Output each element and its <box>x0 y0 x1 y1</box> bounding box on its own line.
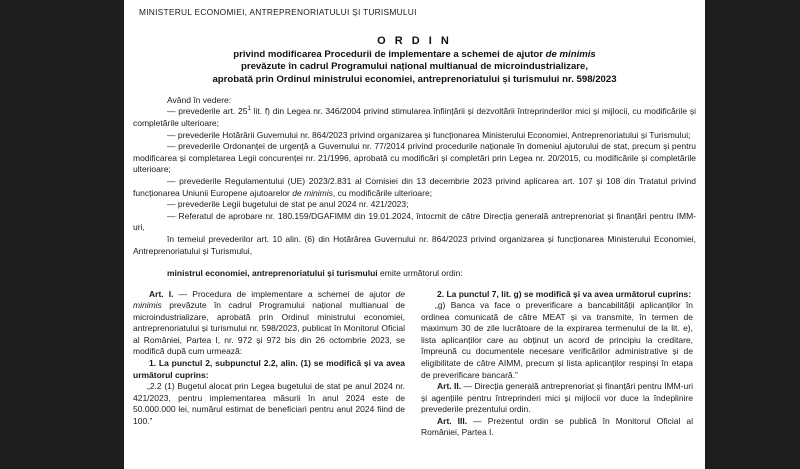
article-2-label: Art. II. <box>437 381 464 392</box>
preamble-intro: Având în vedere: <box>167 94 232 105</box>
point-2-quote: „g) Banca va face o preverificare a bancabilității aplicanților în ordinea comunicată de către MEAT și va transmite, în termen de maximum 30 de zile lucrătoare de la expirarea termenului de la lit. e), lista aplicanților care au obținut un acord de principiu la creditare, împreună cu documentele necesare verificărilor administrative și de eligibilitate de către AIMM, precum și lista aplicanților respinși în etapa de preverificare bancară.” <box>421 300 693 380</box>
article-2-text: — Direcția generală antreprenoriat și finanțări pentru IMM-uri și agențiile pentru întreprinderi mici și mijlocii vor duce la îndeplinire prevederile prezentului ordin. <box>421 381 693 415</box>
title-line-1-text: privind modificarea Procedurii de implementare a schemei de ajutor <box>233 49 546 61</box>
title-line-1 <box>133 49 696 61</box>
article-1-italic: de minimis <box>133 288 406 311</box>
footnote-superscript: 1 <box>247 106 251 113</box>
right-column <box>421 289 693 439</box>
page-content <box>124 0 705 439</box>
title-line-2: prevăzute în cadrul Programului național multianual de microindustrializare, <box>240 61 589 73</box>
article-3-text: — Prezentul ordin se publică în Monitorul Oficial al României, Partea I. <box>421 415 693 438</box>
point-1-heading <box>133 358 405 381</box>
article-1 <box>133 289 405 358</box>
preamble-item-4 <box>133 176 696 199</box>
enacting-clause-rest: emite următorul ordin: <box>377 268 463 279</box>
point-2-heading <box>421 289 693 301</box>
preamble-block <box>133 95 696 257</box>
ministry-header: MINISTERUL ECONOMIEI, ANTREPRENORIATULUI ȘI TURISMULUI <box>139 7 417 17</box>
article-3-label: Art. III. <box>437 415 474 426</box>
preamble-item-4-a: — prevederile Regulamentului (UE) 2023/2.831 al Comisiei din 13 decembrie 2023 privind aplicarea art. 107 și 108 din Tratatul privind funcționarea Uniunii Europene ajutoarelor <box>133 175 696 198</box>
preamble-item-1-b: lit. f) din Legea nr. 346/2004 privind stimularea înființării și dezvoltării întreprinderilor mici și mijlocii, cu modificările și completările ulterioare; <box>133 106 696 128</box>
preamble-item-6: — Referatul de aprobare nr. 180.159/DGAFIMM din 19.01.2024, întocmit de către Direcția generală antreprenoriat și finanțări pentru IMM-uri, <box>133 210 696 233</box>
preamble-item-3: — prevederile Ordonanței de urgență a Guvernului nr. 77/2014 privind procedurile naționale în domeniul ajutorului de stat, precum și pentru modificarea și completarea Legii concurenței nr. 21/1996, aprobată cu modificări și completări prin Legea nr. 20/2015, cu modificările și completările ulterioare; <box>133 141 696 175</box>
title-line-3: aprobată prin Ordinul ministrului economiei, antreprenoriatului și turismului nr. 598/2023 <box>212 73 617 85</box>
two-column-body <box>133 289 696 439</box>
article-3 <box>421 416 693 439</box>
preamble-item-1 <box>133 106 696 129</box>
ordin-heading: O R D I N <box>377 35 452 47</box>
enacting-clause-bold: ministrul economiei, antreprenoriatului și turismului <box>167 268 378 279</box>
preamble-item-5: — prevederile Legii bugetului de stat pe anul 2024 nr. 421/2023; <box>167 199 409 210</box>
enacting-clause <box>133 268 696 280</box>
point-1-quote: „2.2 (1) Bugetul alocat prin Legea bugetului de stat pe anul 2024 nr. 421/2023, pentru implementarea măsurii în anul 2024 este de 50.000.000 lei, numărul estimat de beneficiari pentru anul 2024 fiind de 100.” <box>133 381 405 426</box>
document-title-block <box>133 35 696 86</box>
left-column <box>133 289 405 439</box>
document-page <box>124 0 705 469</box>
preamble-item-1-a: — prevederile art. 25 <box>167 106 248 117</box>
article-1-text-b: prevăzute în cadrul Programului național multianual de microindustrializare, aprobată prin Ordinul ministrului economiei, antreprenoriatului și turismului nr. 598/2023, publicat în Monitorul Oficial al României, Partea I, nr. 972 și 972 bis din 26 octombrie 2023, se modifică după cum urmează: <box>133 300 405 357</box>
article-1-text-a: — Procedura de implementare a schemei de ajutor <box>178 288 396 299</box>
preamble-item-4-italic: de minimis <box>292 187 333 198</box>
preamble-item-7: în temeiul prevederilor art. 10 alin. (6) din Hotărârea Guvernului nr. 864/2023 privind organizarea și funcționarea Ministerului Economiei, Antreprenoriatului și Turismului, <box>133 233 696 256</box>
point-2-heading-text: 2. La punctul 7, lit. g) se modifică și va avea următorul cuprins: <box>437 288 692 299</box>
article-2 <box>421 381 693 416</box>
title-line-1-italic: de minimis <box>545 49 596 61</box>
preamble-item-2: — prevederile Hotărârii Guvernului nr. 864/2023 privind organizarea și funcționarea Ministerului Economiei, Antreprenoriatului și Turismului; <box>167 129 691 140</box>
preamble-item-4-b: , cu modificările ulterioare; <box>332 187 433 198</box>
article-1-label: Art. I. <box>149 288 179 299</box>
point-1-heading-text: 1. La punctul 2, subpunctul 2.2, alin. (1) se modifică și va avea următorul cuprins: <box>133 358 405 380</box>
